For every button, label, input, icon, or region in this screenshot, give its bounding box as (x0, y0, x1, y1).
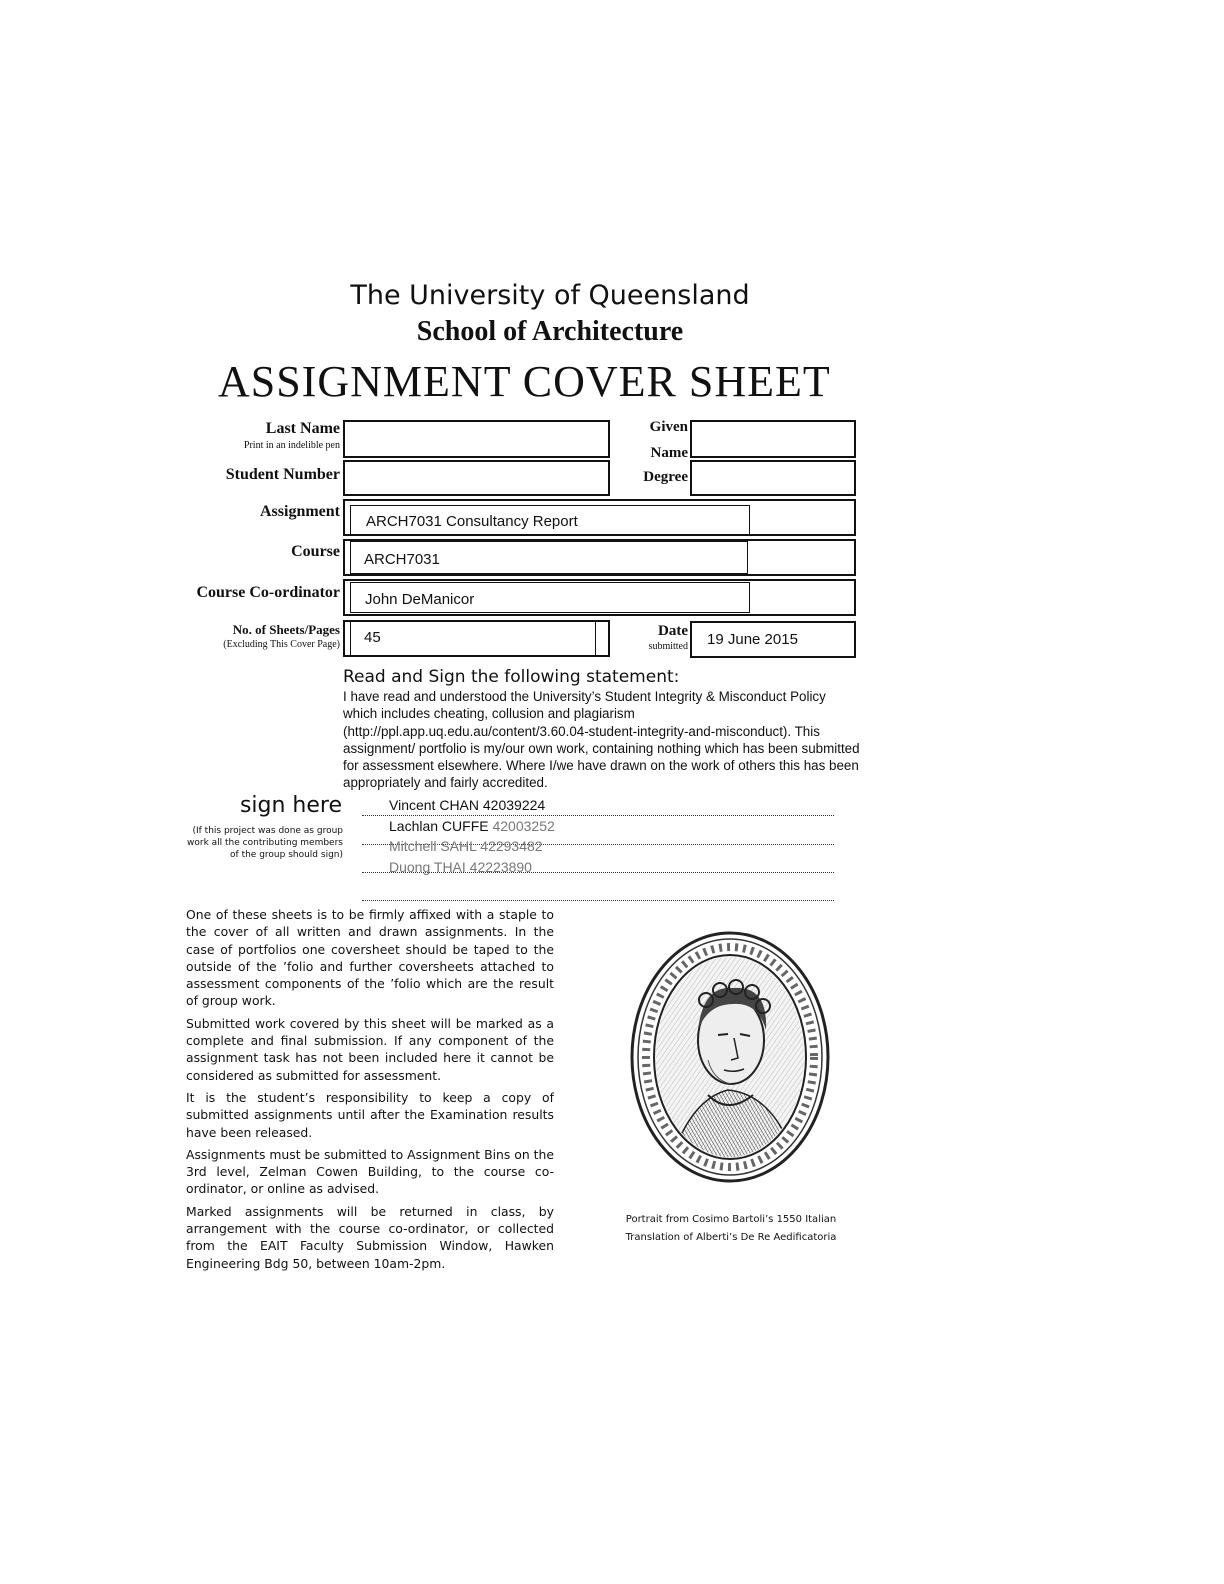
assignment-value: ARCH7031 Consultancy Report (366, 513, 578, 530)
caption-line-1: Portrait from Cosimo Bartoli’s 1550 Italian (625, 1214, 837, 1225)
date-label: Date (658, 623, 688, 639)
member-3-name: Mitchell SAHL 42293482 (389, 838, 543, 854)
member-2 (389, 818, 555, 834)
assignment-label: Assignment (259, 503, 340, 520)
degree-label: Degree (643, 469, 688, 485)
portrait-caption (606, 1211, 856, 1247)
member-1 (389, 797, 545, 813)
member-1-name: Vincent CHAN 42039224 (389, 797, 546, 813)
degree-field[interactable] (690, 460, 856, 496)
member-2-id: 42003252 (492, 818, 555, 834)
member-2-name: Lachlan CUFFE (389, 818, 493, 834)
sheets-inner-box (350, 621, 596, 656)
course-value: ARCH7031 (364, 551, 440, 568)
university-name: The University of Queensland (350, 280, 750, 311)
sheets-label: No. of Sheets/Pages (232, 622, 340, 637)
last-name-label: Last Name (265, 420, 340, 437)
signature-line-4[interactable] (362, 900, 834, 901)
portrait-medallion (628, 930, 832, 1185)
page-title: ASSIGNMENT COVER SHEET (218, 357, 831, 406)
name-label: Name (650, 445, 688, 461)
student-number-field[interactable] (343, 460, 610, 496)
sheets-sub: (Excluding This Cover Page) (223, 639, 340, 650)
instructions (186, 906, 554, 1277)
student-number-label: Student Number (225, 466, 340, 483)
caption-line-2: Translation of Alberti’s De Re Aedificatoria (625, 1232, 837, 1243)
member-4-name: Duong THAI 42223890 (389, 859, 532, 875)
given-label: Given (649, 419, 688, 435)
sign-note: (If this project was done as group work all the contributing members of the group should sign) (187, 826, 343, 860)
member-3 (389, 838, 543, 854)
instruction-4: Assignments must be submitted to Assignment Bins on the 3rd level, Zelman Cowen Building, to the course co-ordinator, or online as advised. (186, 1146, 554, 1197)
last-name-field[interactable] (343, 420, 610, 458)
course-label: Course (291, 543, 340, 560)
date-value: 19 June 2015 (707, 631, 798, 648)
member-4 (389, 859, 532, 875)
date-sub: submitted (648, 641, 688, 652)
instruction-3: It is the student’s responsibility to keep a copy of submitted assignments until after the Examination results have been released. (186, 1089, 554, 1140)
sign-here-label: sign here (239, 793, 342, 818)
sheets-value: 45 (364, 629, 381, 646)
instruction-2: Submitted work covered by this sheet will be marked as a complete and final submission. If any component of the assignment task has not been included here it cannot be considered as submitted for assessment. (186, 1015, 554, 1083)
signature-line-1[interactable] (362, 815, 834, 816)
coordinator-label: Course Co-ordinator (196, 584, 340, 601)
last-name-sub: Print in an indelible pen (243, 440, 340, 451)
statement-body: I have read and understood the University’s Student Integrity & Misconduct Policy which includes cheating, collusion and plagiarism (http://ppl.app.uq.edu.au/content/3.60.04-student-integrity-and-misconduct). This assignment/ portfolio is my/our own work, containing nothing which has been submitted for assessment elsewhere. Where I/we have drawn on the work of others this has been appropriately and fairly accredited. (343, 689, 860, 791)
instruction-5: Marked assignments will be returned in class, by arrangement with the course co-ordinator, or collected from the EAIT Faculty Submission Window, Hawken Engineering Bdg 50, between 10am-2pm. (186, 1203, 554, 1271)
given-name-field[interactable] (690, 420, 856, 458)
school-name: School of Architecture (416, 316, 684, 347)
coordinator-value: John DeManicor (365, 591, 475, 608)
instruction-1: One of these sheets is to be firmly affixed with a staple to the cover of all written and drawn assignments. In the case of portfolios one coversheet should be taped to the outside of the ’folio and further coversheets attached to assessment components of the ’folio which are the result of group work. (186, 907, 554, 1009)
statement-heading: Read and Sign the following statement: (343, 667, 680, 687)
